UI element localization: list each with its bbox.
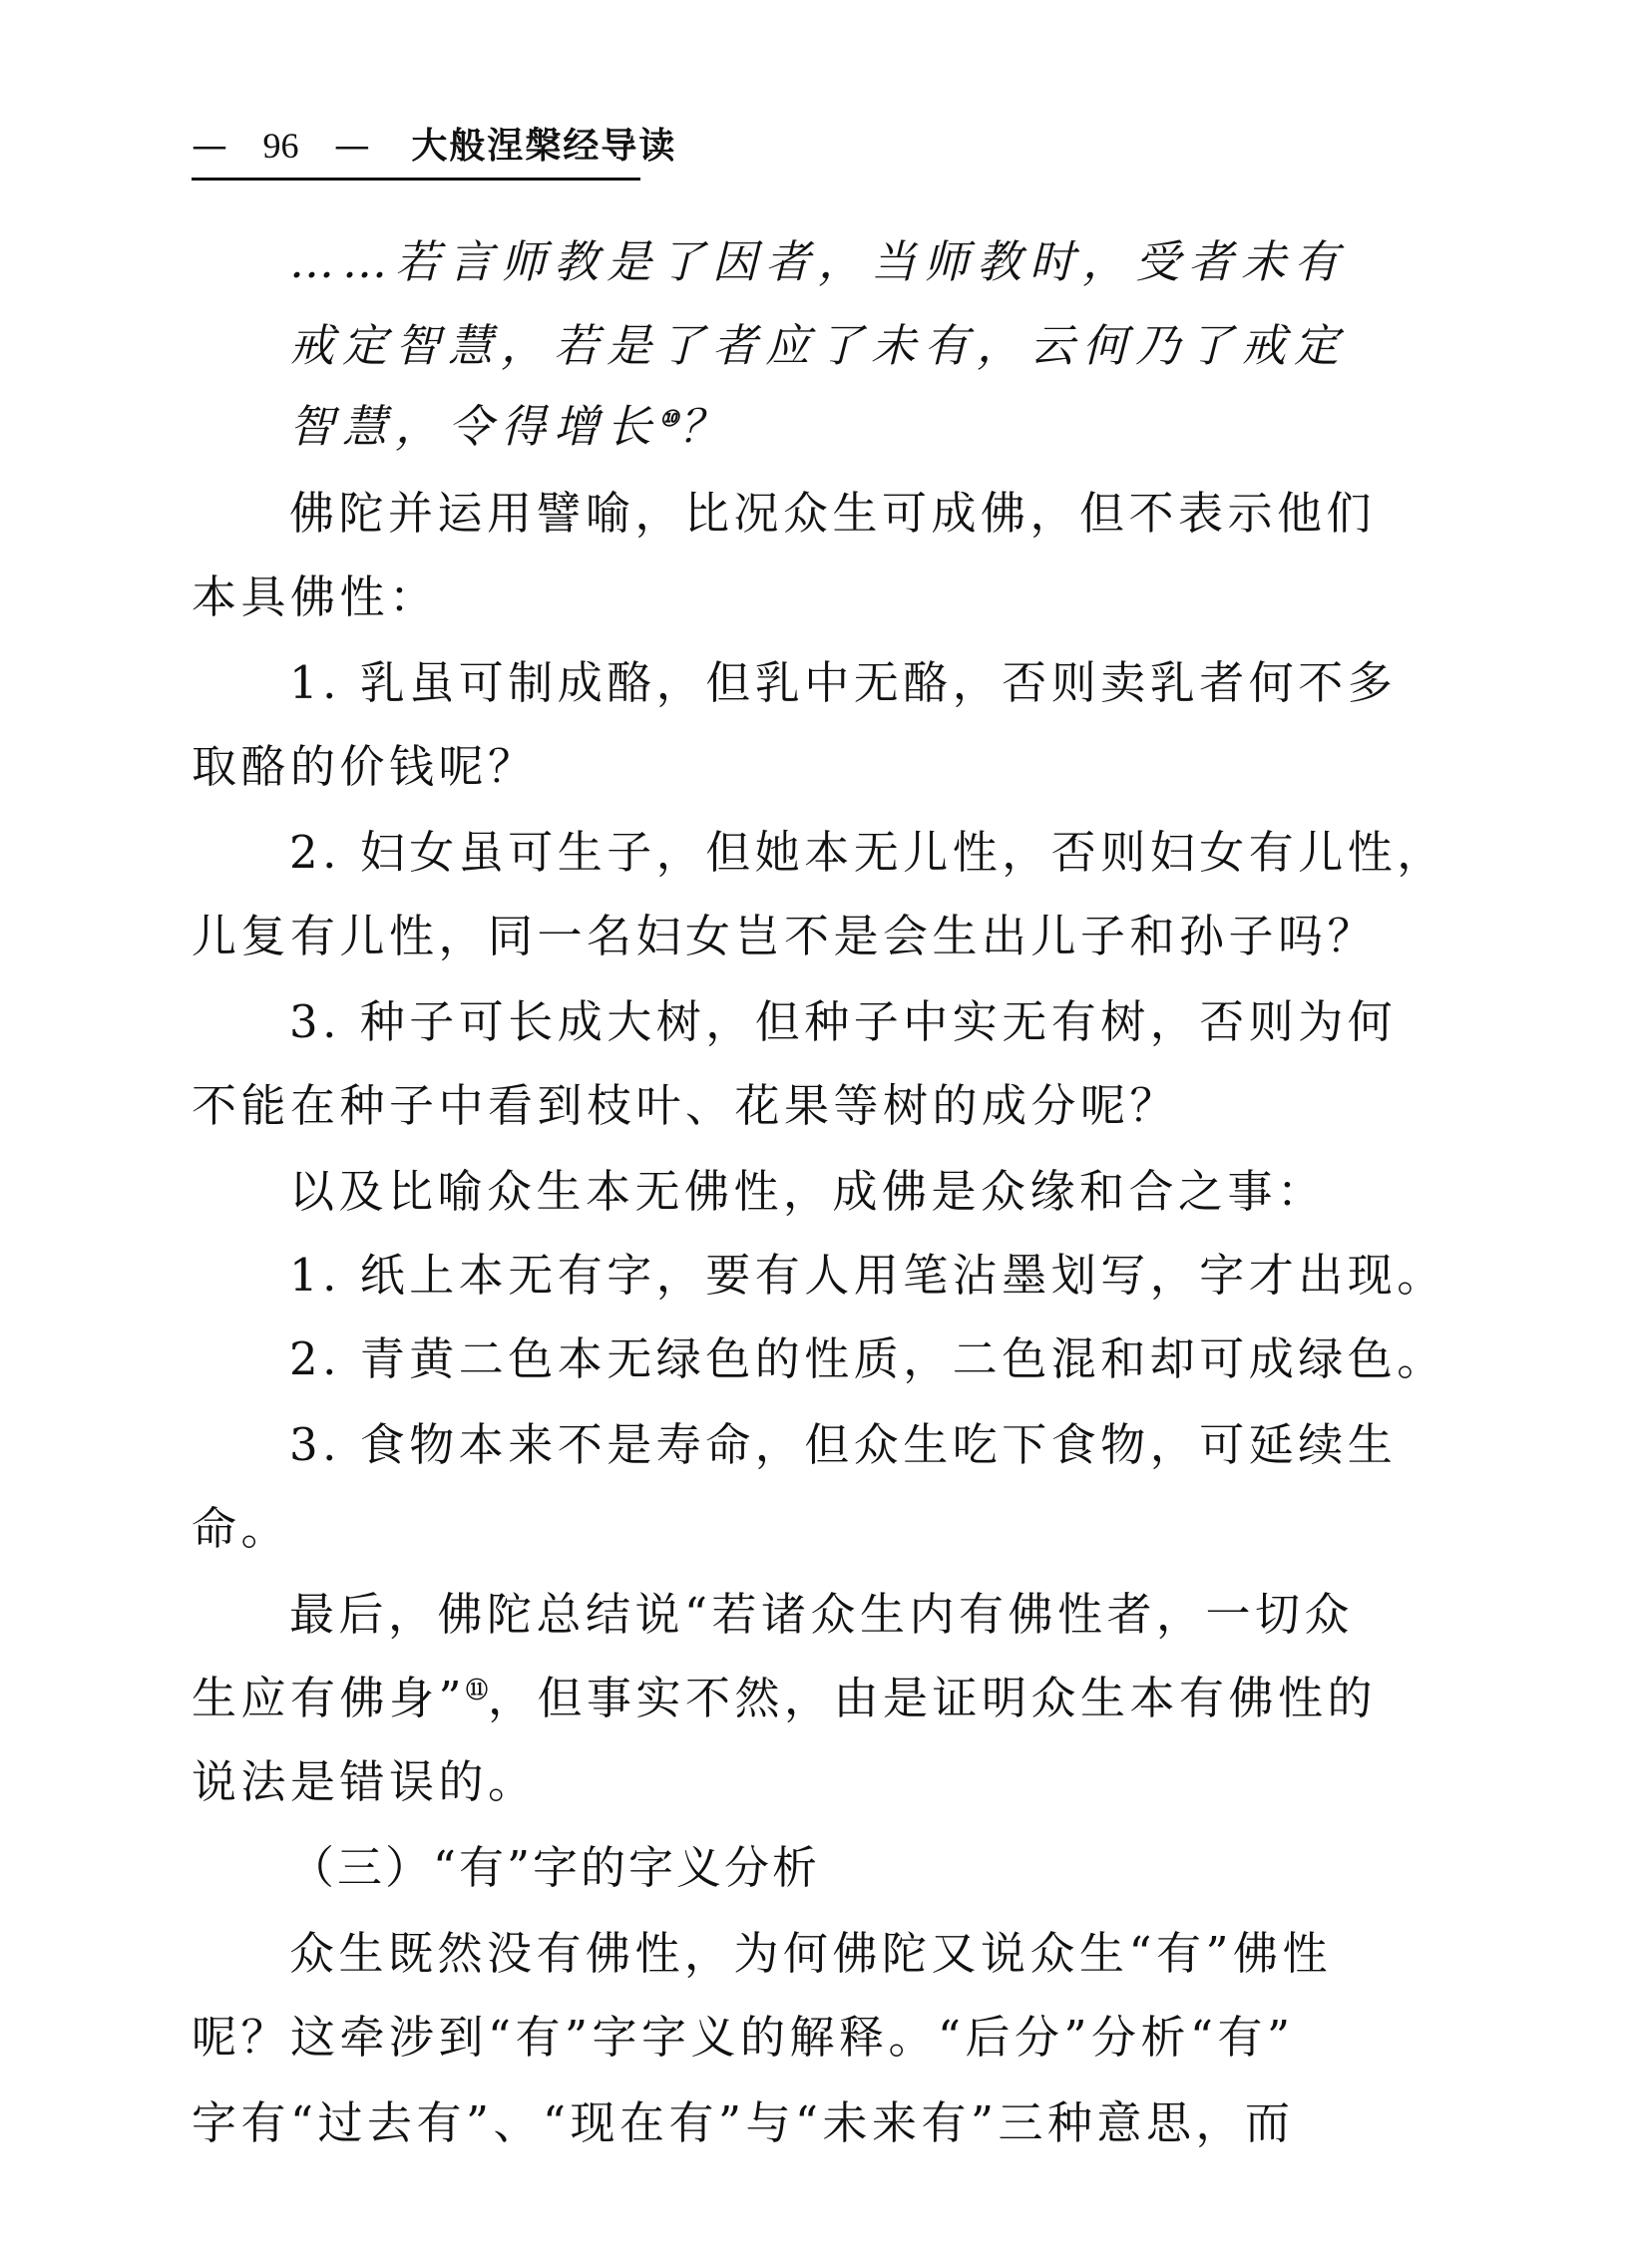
quote-line-2: 戒定智慧，若是了者应了未有，云何乃了戒定 [289, 319, 1348, 372]
text-line-15-b: ，但事实不然，由是证明众生本有佛性的 [488, 1672, 1378, 1724]
text-line-5: 2. 妇女虽可生子，但她本无儿性，否则妇女有儿性， [289, 826, 1446, 879]
section-heading: （三）“有”字的字义分析 [289, 1841, 821, 1894]
footnote-mark-100: ⑩ [659, 406, 679, 432]
text-line-6: 儿复有儿性，同一名妇女岂不是会生出儿子和孙子吗？ [192, 910, 1378, 962]
text-line-3: 1. 乳虽可制成酪，但乳中无酪，否则卖乳者何不多 [289, 656, 1398, 709]
text-line-15 [192, 1672, 1378, 1724]
header-rule [192, 178, 640, 181]
page-number: 96 [262, 126, 299, 166]
quote-line-3-text: 智慧，令得增长 [289, 400, 660, 453]
text-line-4: 取酪的价钱呢？ [192, 740, 538, 793]
text-line-2: 本具佛性： [192, 570, 439, 623]
footnote-mark-101: ⑪ [466, 1678, 489, 1703]
text-line-14: 最后，佛陀总结说“若诸众生内有佛性者，一切众 [289, 1588, 1355, 1641]
text-line-7: 3. 种子可长成大树，但种子中实无有树，否则为何 [289, 995, 1398, 1048]
header-dash-left: — [192, 126, 227, 167]
quote-line-3 [289, 400, 732, 453]
text-line-19: 字有“过去有”、“现在有”与“未来有”三种意思，而 [192, 2096, 1295, 2149]
text-line-8: 不能在种子中看到枝叶、花果等树的成分呢？ [192, 1079, 1180, 1132]
text-line-12: 3. 食物本来不是寿命，但众生吃下食物，可延续生 [289, 1418, 1398, 1471]
running-header [192, 126, 677, 167]
text-line-15-a: 生应有佛身” [192, 1672, 467, 1724]
text-line-10: 1. 纸上本无有字，要有人用笔沾墨划写，字才出现。 [289, 1249, 1446, 1302]
header-dash-right: — [333, 126, 370, 167]
text-line-16: 说法是错误的。 [192, 1755, 538, 1808]
text-line-9: 以及比喻众生本无佛性，成佛是众缘和合之事： [289, 1165, 1327, 1218]
book-title: 大般涅槃经导读 [411, 126, 677, 167]
text-line-11: 2. 青黄二色本无绿色的性质，二色混和却可成绿色。 [289, 1332, 1446, 1385]
quote-end-mark: ？ [678, 400, 732, 453]
quote-line-1: ……若言师教是了因者，当师教时，受者未有 [289, 235, 1348, 288]
text-line-1: 佛陀并运用譬喻，比况众生可成佛，但不表示他们 [289, 487, 1377, 540]
text-line-13: 命。 [192, 1502, 291, 1555]
text-line-17: 众生既然没有佛性，为何佛陀又说众生“有”佛性 [289, 1927, 1333, 1980]
text-line-18: 呢？这牵涉到“有”字字义的解释。“后分”分析“有” [192, 2011, 1295, 2064]
